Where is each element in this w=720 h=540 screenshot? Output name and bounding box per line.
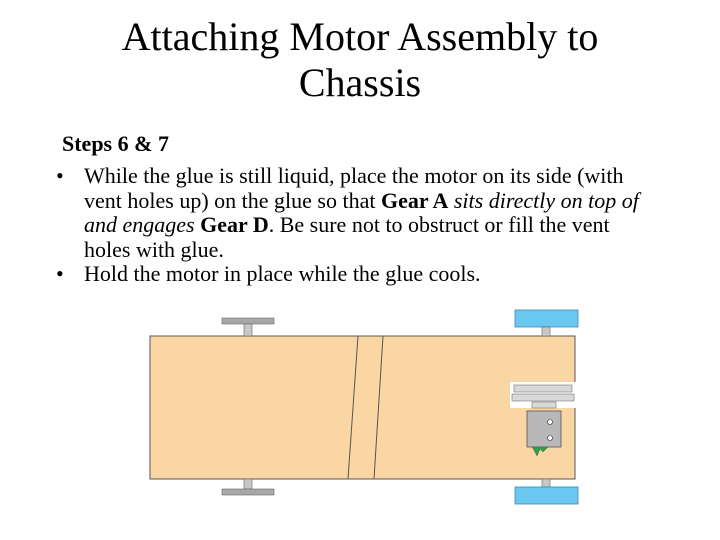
gear-d <box>510 382 576 408</box>
left-top-axle <box>222 318 274 336</box>
bullet2-text: Hold the motor in place while the glue cools. <box>84 261 481 286</box>
motor <box>527 411 561 447</box>
title-line-1: Attaching Motor Assembly to <box>121 14 599 59</box>
bullet1-text-a: While the glue is still liquid, place the motor on its side (with vent holes up) on the glue so that <box>84 163 624 213</box>
bullet1-text-b: sits directly on top of and engages <box>84 187 639 237</box>
left-bottom-axle <box>222 479 274 495</box>
right-top-wheel <box>515 310 578 336</box>
title-line-2: Chassis <box>298 60 422 105</box>
steps-heading: Steps 6 & 7 <box>62 131 169 156</box>
right-bottom-wheel <box>515 479 578 504</box>
gear-a-label: Gear A <box>380 187 449 213</box>
bullet1-text-c: . Be sure not to obstruct or fill the vent holes with glue. <box>84 212 610 262</box>
gear-d-label: Gear D <box>200 212 269 237</box>
